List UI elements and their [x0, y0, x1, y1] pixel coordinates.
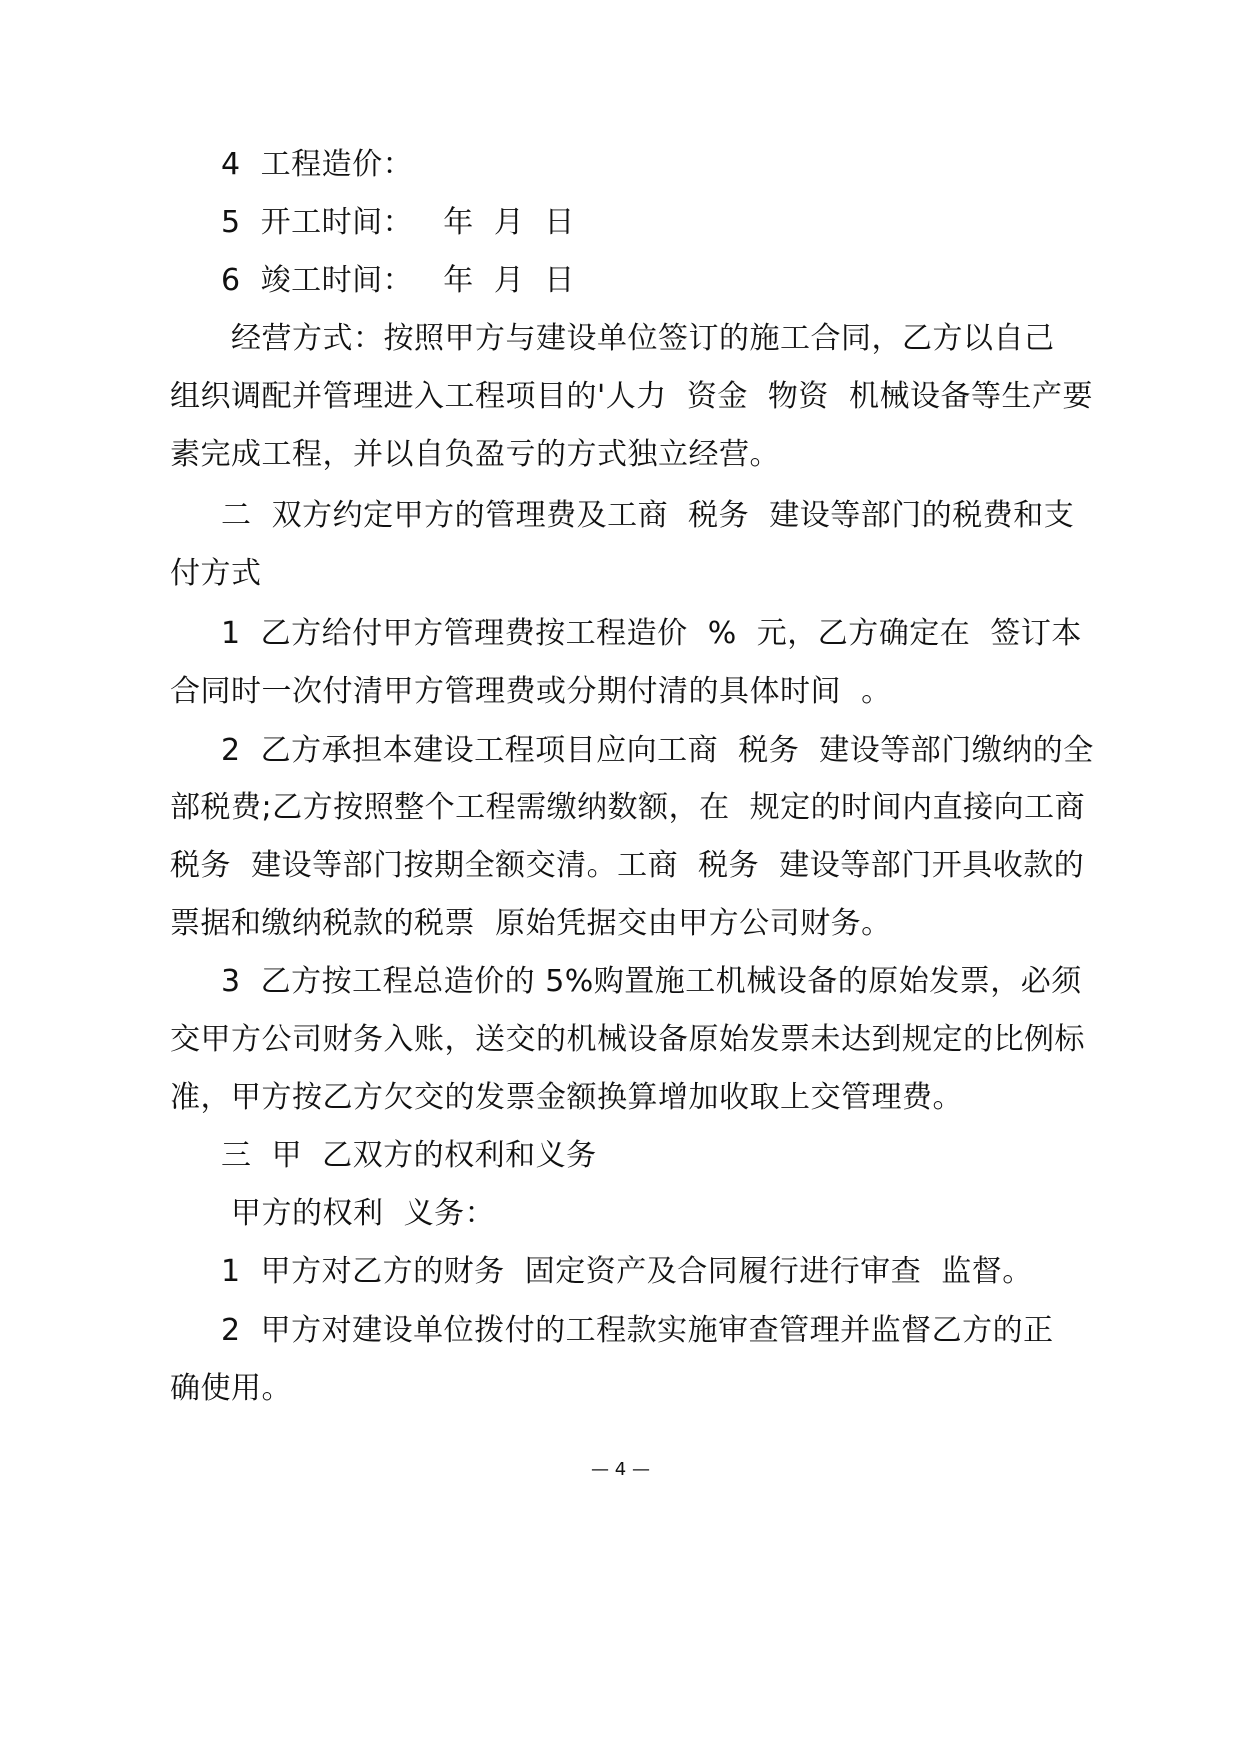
text-line: 票据和缴纳税款的税票 原始凭据交由甲方公司财务。 [170, 906, 892, 941]
text-line: 付方式 [170, 556, 262, 591]
text-line: 甲方的权利 义务： [221, 1196, 496, 1231]
text-line: 税务 建设等部门按期全额交清。工商 税务 建设等部门开具收款的 [170, 848, 1085, 883]
text-line: 1 甲方对乙方的财务 固定资产及合同履行进行审查 监督。 [221, 1254, 1033, 1289]
text-line: 2 甲方对建设单位拨付的工程款实施审查管理并监督乙方的正 [221, 1313, 1054, 1348]
text-line: 合同时一次付清甲方管理费或分期付清的具体时间 。 [170, 674, 892, 709]
text-line: 交甲方公司财务入账，送交的机械设备原始发票未达到规定的比例标 [170, 1022, 1085, 1057]
text-line: 部税费;乙方按照整个工程需缴纳数额，在 规定的时间内直接向工商 [170, 790, 1086, 825]
text-line: 6 竣工时间： 年 月 日 [221, 263, 575, 298]
text-line: 三 甲 乙双方的权利和义务 [221, 1138, 597, 1173]
text-line: 确使用。 [170, 1371, 292, 1406]
page-number: — 4 — [591, 1459, 650, 1480]
text-line: 5 开工时间： 年 月 日 [221, 205, 575, 240]
text-line: 4 工程造价： [221, 147, 414, 182]
text-line: 3 乙方按工程总造价的 5%购置施工机械设备的原始发票，必须 [221, 964, 1082, 999]
text-line: 2 乙方承担本建设工程项目应向工商 税务 建设等部门缴纳的全 [221, 733, 1094, 768]
text-line: 1 乙方给付甲方管理费按工程造价 % 元，乙方确定在 签订本 [221, 616, 1082, 651]
text-line: 组织调配并管理进入工程项目的'人力 资金 物资 机械设备等生产要 [170, 379, 1093, 414]
text-line: 经营方式：按照甲方与建设单位签订的施工合同，乙方以自己 [221, 321, 1055, 356]
text-line: 二 双方约定甲方的管理费及工商 税务 建设等部门的税费和支 [221, 498, 1075, 533]
text-line: 素完成工程，并以自负盈亏的方式独立经营。 [170, 437, 780, 472]
text-line: 准，甲方按乙方欠交的发票金额换算增加收取上交管理费。 [170, 1080, 963, 1115]
